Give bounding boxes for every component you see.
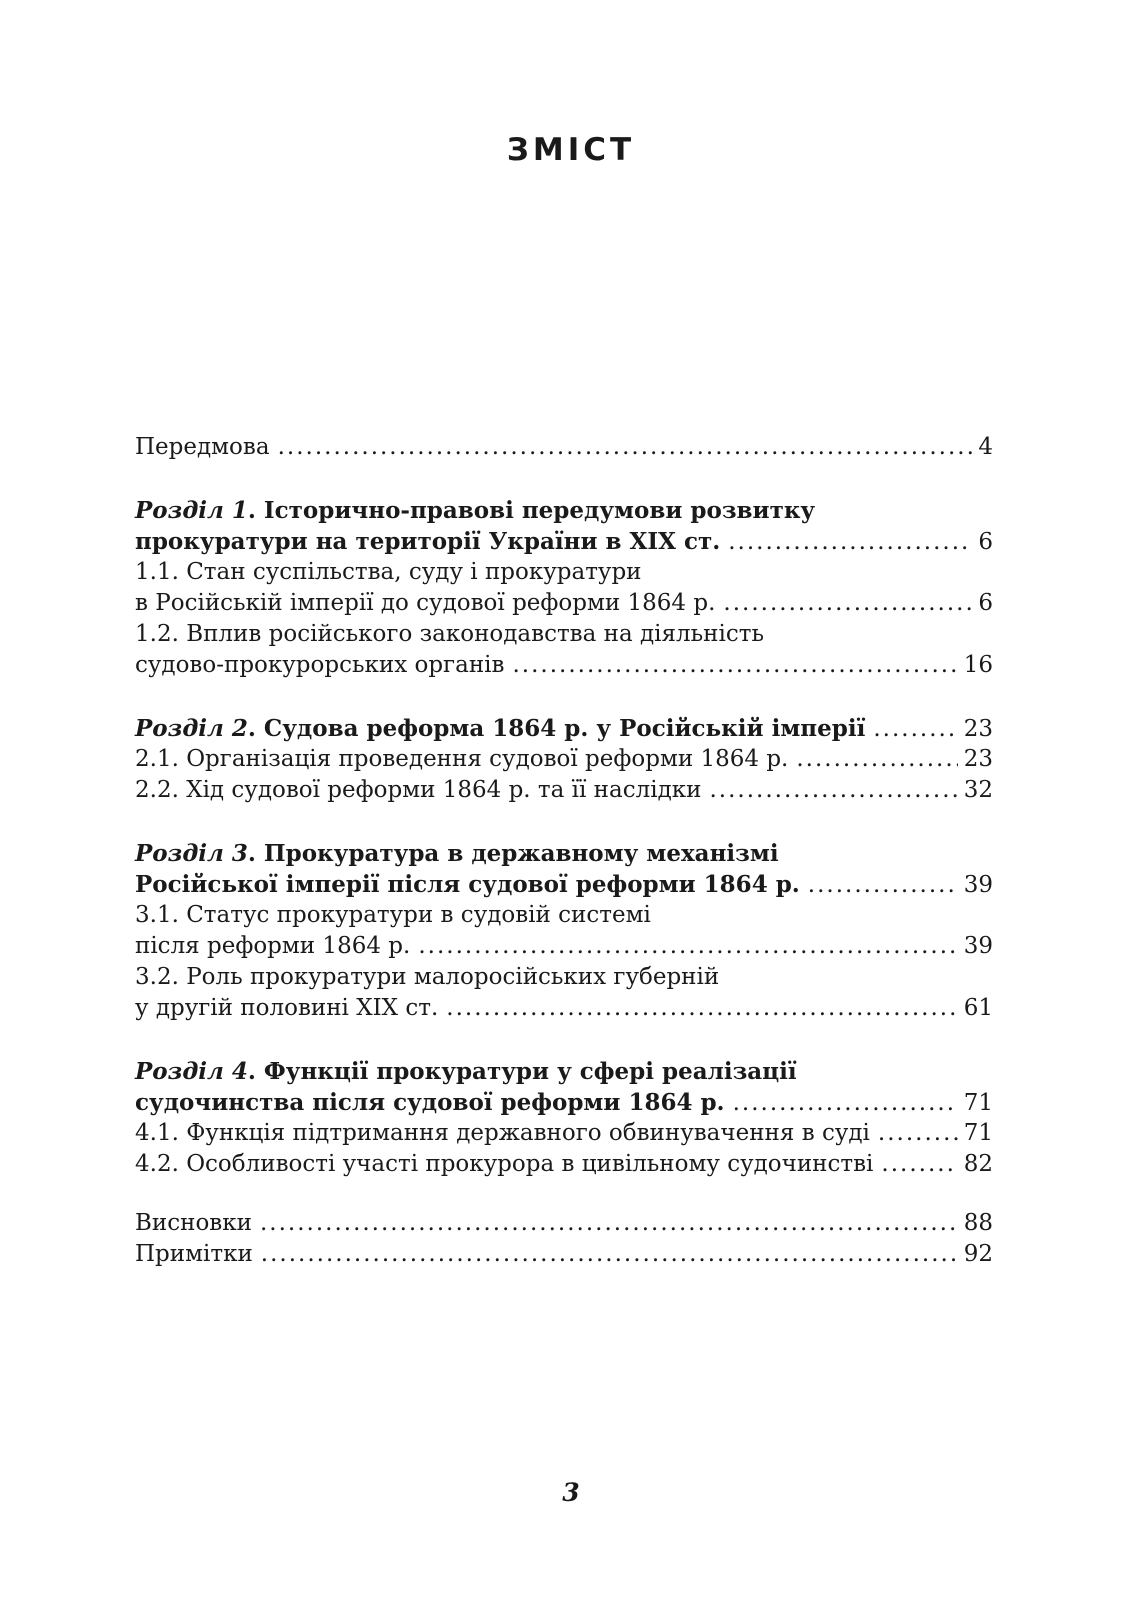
page-number: 3 [562,1478,580,1507]
dot-leader [878,1118,958,1149]
section-title: 3.2. Роль прокуратури малоросійських губерній [135,964,720,990]
chapter-title: Історично-правові передумови розвитку [263,497,816,524]
section-title: 1.2. Вплив російського законодавства на діяльність [135,621,764,647]
chapter-label: Розділ 4 [135,1058,248,1085]
section-title: 1.1. Стан суспільства, суду і прокуратури [135,559,642,585]
section-title: 2.1. Організація проведення судової реформи 1864 р. [135,746,789,772]
toc-section-1-2-cont[interactable] [135,650,993,681]
toc-page-number: 16 [963,652,993,678]
section-title: у другій половині ХІХ ст. [135,995,439,1021]
toc-chapter-3-heading-cont[interactable] [135,869,993,900]
dot-leader [733,1088,958,1119]
toc-page-number: 39 [963,872,993,898]
toc-chapter-1-heading[interactable]: Розділ 1. Історично-правові передумови розвитку [135,497,816,524]
toc-page-number: 39 [963,933,993,959]
toc-section-3-1[interactable] [135,900,993,931]
chapter-label: Розділ 2 [135,715,248,742]
toc-page-number: 82 [963,1151,993,1177]
toc-chapter-4-heading-cont[interactable] [135,1087,993,1118]
chapter-title: Функції прокуратури у сфері реалізації [263,1058,797,1085]
dot-leader [723,588,972,619]
toc-chapter-2-heading[interactable]: Розділ 2. Судова реформа 1864 р. у Російській імперії ..... 23 [135,713,993,744]
dot-leader [728,527,972,558]
toc-page-number: 23 [963,746,993,772]
toc-chapter-3-heading[interactable]: Розділ 3. Прокуратура в державному механізмі [135,840,779,867]
table-of-contents [135,432,993,1270]
toc-section-1-1-cont[interactable] [135,588,993,619]
toc-page-number: 6 [978,590,993,616]
section-title: після реформи 1864 р. [135,933,411,959]
toc-page-number: 4 [978,434,993,460]
toc-page-number: 23 [963,716,993,742]
toc-entry-notes[interactable] [135,1239,993,1270]
dot-leader [808,870,958,901]
toc-chapter-4-heading[interactable]: Розділ 4. Функції прокуратури у сфері реалізації [135,1058,797,1085]
page-title: ЗМІСТ [506,132,636,168]
dot-leader [796,744,957,775]
section-title: 3.1. Статус прокуратури в судовій системі [135,902,651,928]
dot-leader [881,1149,957,1180]
toc-entry-conclusions[interactable] [135,1208,993,1239]
dot-leader [260,1208,958,1239]
toc-section-2-1[interactable] [135,744,993,775]
toc-entry-label: Примітки [135,1241,253,1267]
chapter-title: Судова реформа 1864 р. у Російській імперії [263,715,866,742]
toc-section-4-1[interactable] [135,1118,993,1149]
toc-page-number: 88 [963,1210,993,1236]
toc-section-1-1[interactable] [135,557,993,588]
toc-section-3-1-cont[interactable] [135,931,993,962]
toc-section-1-2[interactable] [135,619,993,650]
section-title: 4.2. Особливості участі прокурора в цивільному судочинстві [135,1151,874,1177]
toc-page-number: 32 [963,777,993,803]
chapter-title: прокуратури на території України в ХІХ ст. [135,528,721,555]
toc-section-3-2[interactable] [135,962,993,993]
dot-leader [873,714,957,745]
dot-leader [446,993,957,1024]
toc-entry-label: Передмова [135,434,270,460]
toc-section-2-2[interactable] [135,775,993,806]
toc-entry-label: Висновки [135,1210,252,1236]
dot-leader [261,1239,958,1270]
toc-page-number: 71 [963,1090,993,1116]
chapter-label: Розділ 1 [135,497,248,524]
dot-leader [512,650,957,681]
section-title: в Російській імперії до судової реформи 1864 р. [135,590,716,616]
chapter-title: Прокуратура в державному механізмі [263,840,779,867]
section-title: 2.2. Хід судової реформи 1864 р. та її наслідки [135,777,702,803]
dot-leader [278,432,973,463]
toc-page-number: 6 [978,529,993,555]
section-title: судово-прокурорських органів [135,652,505,678]
dot-leader [418,931,957,962]
chapter-label: Розділ 3 [135,840,248,867]
toc-page-number: 92 [963,1241,993,1267]
toc-section-3-2-cont[interactable] [135,993,993,1024]
toc-entry-preface[interactable] [135,432,993,463]
toc-page-number: 61 [963,995,993,1021]
chapter-title: Російської імперії після судової реформи 1864 р. [135,871,800,898]
dot-leader [709,775,957,806]
toc-section-4-2[interactable] [135,1149,993,1180]
toc-page-number: 71 [963,1120,993,1146]
section-title: 4.1. Функція підтримання державного обвинувачення в суді [135,1120,870,1146]
chapter-title: судочинства після судової реформи 1864 р. [135,1089,725,1116]
toc-chapter-1-heading-cont[interactable] [135,526,993,557]
